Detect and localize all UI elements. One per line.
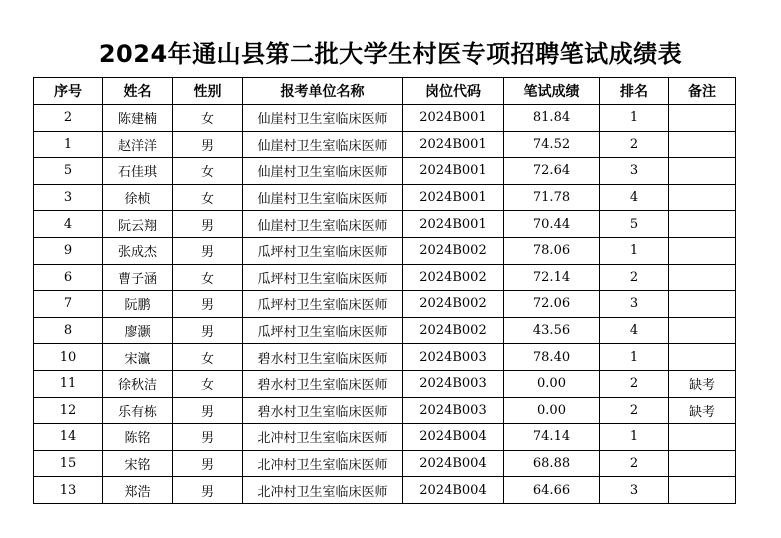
cell-gender: 女 [173,344,243,371]
cell-gender: 男 [173,291,243,318]
cell-rank: 1 [600,344,669,371]
cell-unit: 北冲村卫生室临床医师 [243,450,403,477]
cell-seq: 14 [34,424,103,451]
cell-post-code: 2024B001 [403,131,504,158]
cell-remark [669,477,736,504]
cell-post-code: 2024B003 [403,397,504,424]
cell-score: 70.44 [504,211,600,238]
cell-rank: 2 [600,397,669,424]
table-row [34,184,736,211]
cell-gender: 女 [173,158,243,185]
cell-gender: 女 [173,370,243,397]
cell-unit: 瓜坪村卫生室临床医师 [243,317,403,344]
cell-score: 72.06 [504,291,600,318]
cell-gender: 男 [173,397,243,424]
document-title: 2024年通山县第二批大学生村医专项招聘笔试成绩表 [98,40,683,68]
cell-unit: 瓜坪村卫生室临床医师 [243,237,403,264]
cell-score: 0.00 [504,370,600,397]
cell-remark [669,450,736,477]
cell-score: 78.06 [504,237,600,264]
table-row [34,237,736,264]
cell-gender: 男 [173,317,243,344]
cell-post-code: 2024B003 [403,370,504,397]
cell-unit: 碧水村卫生室临床医师 [243,370,403,397]
cell-gender: 男 [173,450,243,477]
cell-score: 72.14 [504,264,600,291]
cell-post-code: 2024B002 [403,237,504,264]
cell-score: 72.64 [504,158,600,185]
cell-gender: 女 [173,105,243,132]
cell-score: 68.88 [504,450,600,477]
cell-post-code: 2024B002 [403,317,504,344]
cell-name: 曹子涵 [103,264,173,291]
cell-rank: 4 [600,317,669,344]
table-row [34,450,736,477]
cell-post-code: 2024B001 [403,211,504,238]
cell-score: 74.14 [504,424,600,451]
scores-table [33,77,736,504]
cell-name: 廖灏 [103,317,173,344]
cell-name: 宋铭 [103,450,173,477]
cell-name: 石佳琪 [103,158,173,185]
cell-unit: 北冲村卫生室临床医师 [243,424,403,451]
cell-post-code: 2024B001 [403,158,504,185]
cell-name: 徐桢 [103,184,173,211]
cell-seq: 10 [34,344,103,371]
cell-score: 64.66 [504,477,600,504]
table-row [34,317,736,344]
cell-rank: 3 [600,477,669,504]
cell-seq: 15 [34,450,103,477]
cell-remark: 缺考 [669,397,736,424]
cell-name: 阮云翔 [103,211,173,238]
table-row [34,105,736,132]
cell-gender: 女 [173,264,243,291]
table-row [34,424,736,451]
cell-remark [669,317,736,344]
cell-remark [669,184,736,211]
cell-name: 赵洋洋 [103,131,173,158]
cell-unit: 仙崖村卫生室临床医师 [243,211,403,238]
cell-name: 张成杰 [103,237,173,264]
cell-unit: 碧水村卫生室临床医师 [243,397,403,424]
cell-seq: 5 [34,158,103,185]
cell-remark [669,158,736,185]
table-row [34,370,736,397]
cell-gender: 男 [173,211,243,238]
header-rank: 排名 [600,78,669,105]
cell-rank: 1 [600,424,669,451]
cell-rank: 4 [600,184,669,211]
cell-unit: 瓜坪村卫生室临床医师 [243,264,403,291]
header-unit: 报考单位名称 [243,78,403,105]
cell-unit: 北冲村卫生室临床医师 [243,477,403,504]
cell-gender: 男 [173,237,243,264]
cell-seq: 2 [34,105,103,132]
cell-score: 0.00 [504,397,600,424]
cell-rank: 2 [600,450,669,477]
cell-rank: 2 [600,370,669,397]
cell-post-code: 2024B003 [403,344,504,371]
cell-remark [669,105,736,132]
cell-seq: 7 [34,291,103,318]
cell-gender: 男 [173,131,243,158]
cell-seq: 4 [34,211,103,238]
cell-name: 宋瀛 [103,344,173,371]
cell-remark [669,211,736,238]
cell-name: 乐有栋 [103,397,173,424]
header-remark: 备注 [669,78,736,105]
cell-remark [669,264,736,291]
table-row [34,477,736,504]
cell-seq: 3 [34,184,103,211]
cell-post-code: 2024B001 [403,105,504,132]
cell-post-code: 2024B004 [403,477,504,504]
cell-rank: 1 [600,237,669,264]
cell-post-code: 2024B001 [403,184,504,211]
cell-seq: 6 [34,264,103,291]
cell-unit: 仙崖村卫生室临床医师 [243,105,403,132]
header-seq: 序号 [34,78,103,105]
cell-post-code: 2024B002 [403,264,504,291]
cell-unit: 碧水村卫生室临床医师 [243,344,403,371]
cell-post-code: 2024B002 [403,291,504,318]
cell-score: 74.52 [504,131,600,158]
cell-unit: 瓜坪村卫生室临床医师 [243,291,403,318]
cell-rank: 3 [600,158,669,185]
cell-gender: 女 [173,184,243,211]
cell-name: 陈铭 [103,424,173,451]
cell-rank: 3 [600,291,669,318]
cell-remark [669,237,736,264]
cell-post-code: 2024B004 [403,450,504,477]
cell-score: 43.56 [504,317,600,344]
cell-seq: 12 [34,397,103,424]
cell-score: 81.84 [504,105,600,132]
table-row [34,264,736,291]
cell-gender: 男 [173,424,243,451]
cell-seq: 13 [34,477,103,504]
cell-unit: 仙崖村卫生室临床医师 [243,184,403,211]
cell-seq: 9 [34,237,103,264]
cell-seq: 8 [34,317,103,344]
cell-unit: 仙崖村卫生室临床医师 [243,131,403,158]
cell-score: 78.40 [504,344,600,371]
table-row [34,397,736,424]
table-body [34,105,736,504]
table-row [34,211,736,238]
cell-name: 陈建楠 [103,105,173,132]
cell-seq: 1 [34,131,103,158]
cell-remark [669,424,736,451]
cell-post-code: 2024B004 [403,424,504,451]
header-score: 笔试成绩 [504,78,600,105]
cell-name: 徐秋洁 [103,370,173,397]
cell-name: 郑浩 [103,477,173,504]
table-row [34,158,736,185]
cell-rank: 5 [600,211,669,238]
table-row [34,344,736,371]
cell-rank: 2 [600,264,669,291]
header-post-code: 岗位代码 [403,78,504,105]
cell-remark: 缺考 [669,370,736,397]
header-gender: 性别 [173,78,243,105]
header-row [34,78,736,105]
cell-gender: 男 [173,477,243,504]
table-row [34,131,736,158]
cell-rank: 2 [600,131,669,158]
cell-unit: 仙崖村卫生室临床医师 [243,158,403,185]
cell-score: 71.78 [504,184,600,211]
cell-rank: 1 [600,105,669,132]
cell-seq: 11 [34,370,103,397]
cell-remark [669,131,736,158]
cell-remark [669,291,736,318]
header-name: 姓名 [103,78,173,105]
table-row [34,291,736,318]
cell-remark [669,344,736,371]
cell-name: 阮鹏 [103,291,173,318]
